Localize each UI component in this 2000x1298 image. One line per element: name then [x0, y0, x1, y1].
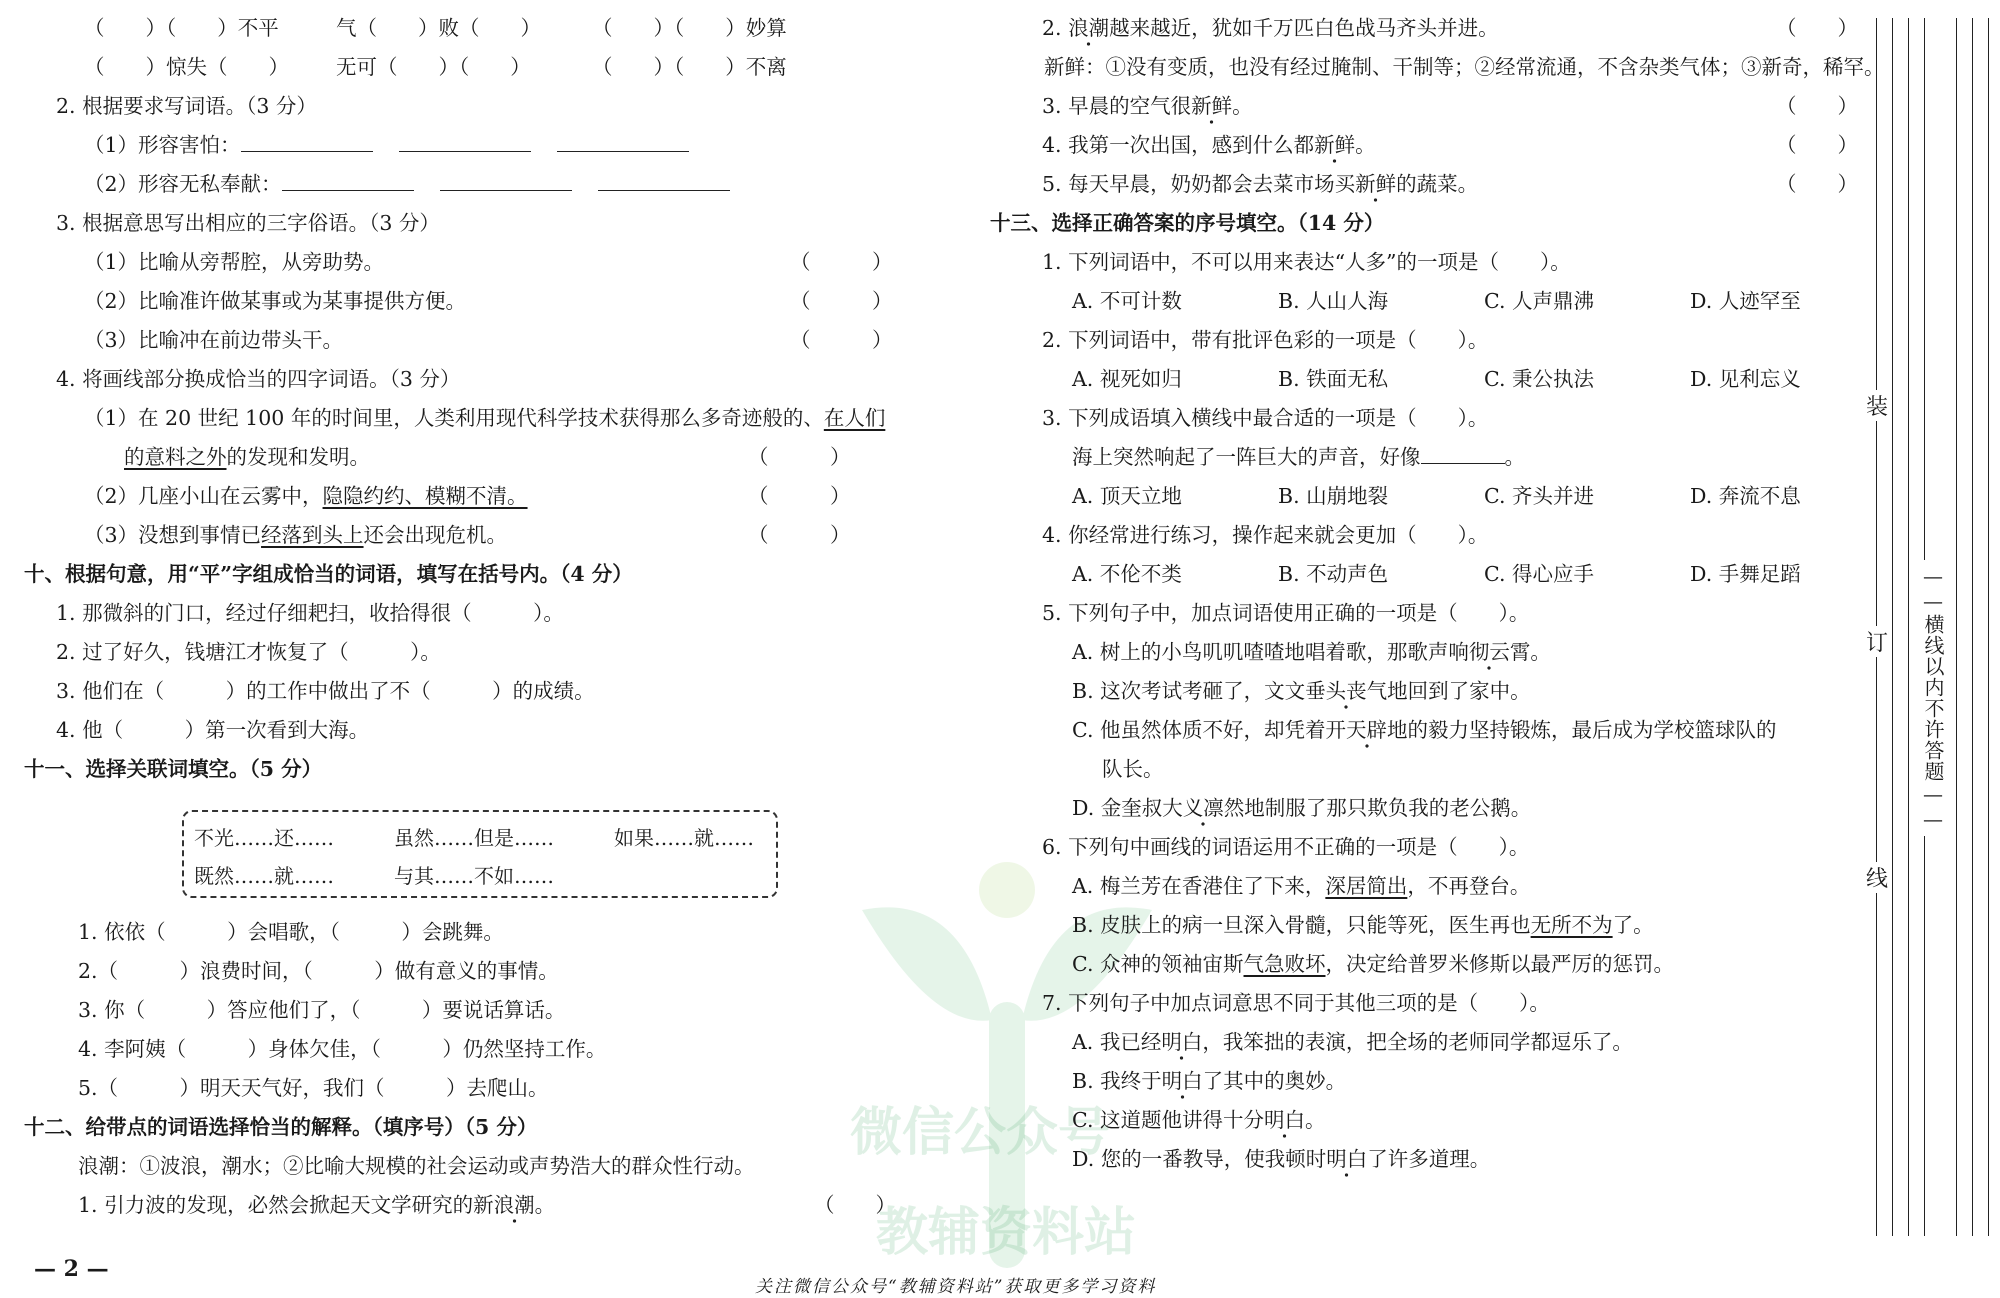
- question-3-item-3: （3）比喻冲在前边带头干。: [84, 328, 344, 352]
- option[interactable]: [1072, 794, 1531, 822]
- binding-line: [1956, 18, 1957, 1236]
- dotted-word: 新鲜: [1191, 94, 1232, 126]
- fill-row-1a: （ ）（ ）不平: [84, 16, 279, 40]
- option[interactable]: [1072, 872, 1530, 900]
- choice-question-6: 6. 下列句中画线的词语运用不正确的一项是（ ）。: [1042, 835, 1530, 859]
- question-4-item-1-line-2: [124, 443, 370, 471]
- section-11-item-5: 5.（ ）明天天气好，我们（ ）去爬山。: [78, 1076, 549, 1100]
- dotted-word: 浪潮: [1068, 16, 1109, 48]
- option[interactable]: B. 山崩地裂: [1278, 484, 1389, 508]
- dotted-word: 新鲜: [1355, 172, 1396, 204]
- option[interactable]: C. 秉公执法: [1484, 367, 1594, 391]
- fill-row-1b: 气（ ）败（ ）: [336, 16, 541, 40]
- option[interactable]: A. 不可计数: [1072, 289, 1182, 313]
- connective-option: 与其……不如……: [394, 864, 554, 888]
- dotted-word: 明白: [1326, 1147, 1367, 1179]
- text: B. 皮肤上的病一旦深入骨髓，只能等死，医生再也: [1072, 913, 1531, 937]
- connective-option: 不光……还……: [194, 826, 334, 850]
- option[interactable]: [1072, 1145, 1490, 1173]
- section-12-definition-2: 新鲜：①没有变质，也没有经过腌制、干制等；②经常流通，不含杂类气体；③新奇，稀罕。: [1044, 55, 1885, 79]
- section-13-title: 十三、选择正确答案的序号填空。（14 分）: [990, 211, 1385, 235]
- text: D. 金奎叔: [1072, 796, 1163, 820]
- option[interactable]: [1072, 1028, 1633, 1056]
- text: 。: [534, 1193, 556, 1217]
- text: 地回到了家中。: [1387, 679, 1531, 703]
- text: 地制服了那只欺负我的老公鹅。: [1244, 796, 1532, 820]
- underlined-phrase: 无所不为: [1530, 913, 1613, 937]
- text: C. 这道题他讲得十分: [1072, 1108, 1264, 1132]
- text: （2）几座小山在云雾中，: [84, 484, 323, 508]
- option[interactable]: C. 人声鼎沸: [1484, 289, 1594, 313]
- binding-line: [1988, 18, 1989, 1236]
- text: C. 他虽然体质不好，却凭着: [1072, 718, 1326, 742]
- option[interactable]: B. 不动声色: [1278, 562, 1389, 586]
- text: （3）没想到事情已: [84, 523, 262, 547]
- answer-blank[interactable]: [598, 170, 730, 191]
- option[interactable]: C. 齐头并进: [1484, 484, 1594, 508]
- option[interactable]: D. 手舞足蹈: [1690, 562, 1801, 586]
- choice-question-3: 3. 下列成语填入横线中最合适的一项是（ ）。: [1042, 406, 1489, 430]
- underlined-phrase: 隐隐约约、模糊不清。: [322, 484, 528, 508]
- option[interactable]: [1072, 950, 1674, 978]
- underlined-phrase: 的意料之外: [124, 445, 227, 469]
- answer-paren[interactable]: （ ）: [748, 445, 851, 469]
- answer-paren[interactable]: （ ）: [1776, 16, 1858, 40]
- text: 了其中的奥妙。: [1202, 1069, 1347, 1093]
- text: 的毅力坚持锻炼，最后成为学校篮球队的: [1407, 718, 1777, 742]
- question-2-title: 2. 根据要求写词语。（3 分）: [56, 94, 317, 118]
- option[interactable]: B. 铁面无私: [1278, 367, 1389, 391]
- question-3-title: 3. 根据意思写出相应的三字俗语。（3 分）: [56, 211, 440, 235]
- answer-blank[interactable]: [399, 131, 531, 152]
- text: ，不再登台。: [1407, 874, 1531, 898]
- binding-line: [1908, 18, 1909, 1236]
- section-11-item-2: 2.（ ）浪费时间，（ ）做有意义的事情。: [78, 959, 559, 983]
- text: 越来越近，犹如千万匹白色战马齐头并进。: [1109, 16, 1499, 40]
- option[interactable]: [1072, 677, 1531, 705]
- section-12-item-1: [78, 1191, 555, 1219]
- text: B. 我终于: [1072, 1069, 1162, 1093]
- fill-row-2b: 无可（ ）（ ）: [336, 55, 531, 79]
- answer-paren[interactable]: （ ）: [1776, 94, 1858, 118]
- question-2-item-2: [84, 170, 730, 198]
- connective-option: 既然……就……: [194, 864, 334, 888]
- dotted-word: 浪潮: [494, 1193, 535, 1225]
- question-4-title: 4. 将画线部分换成恰当的四字词语。（3 分）: [56, 367, 461, 391]
- text: B. 这次考试考砸了，文文: [1072, 679, 1306, 703]
- text: A. 树上的小鸟叽叽喳喳地唱着歌，那歌声: [1072, 640, 1449, 664]
- watermark-text-2: 教辅资料站: [876, 1203, 1137, 1263]
- text: 。: [1232, 94, 1253, 118]
- answer-blank[interactable]: [1421, 443, 1505, 464]
- question-4-item-1-line-1: [84, 404, 885, 432]
- fill-row-2c: （ ）（ ）不离: [592, 55, 787, 79]
- text: 5. 每天早晨，奶奶都会去菜市场买: [1042, 172, 1356, 196]
- option[interactable]: [1072, 911, 1654, 939]
- choice-question-2: 2. 下列词语中，带有批评色彩的一项是（ ）。: [1042, 328, 1489, 352]
- answer-paren[interactable]: （ ）: [790, 250, 893, 274]
- dotted-word: 开天辟地: [1326, 718, 1408, 750]
- answer-paren[interactable]: （ ）: [790, 289, 893, 313]
- question-3-item-2: （2）比喻准许做某事或为某事提供方便。: [84, 289, 467, 313]
- text: 2.: [1042, 16, 1069, 40]
- binding-label-zhuang: 装: [1866, 390, 1888, 421]
- choice-question-4: 4. 你经常进行练习，操作起来就会更加（ ）。: [1042, 523, 1489, 547]
- answer-paren[interactable]: （ ）: [748, 484, 851, 508]
- option[interactable]: [1072, 1067, 1346, 1095]
- text: 了许多道理。: [1367, 1147, 1491, 1171]
- text: D. 您的一番教导，使我顿时: [1072, 1147, 1327, 1171]
- text: 海上突然响起了一阵巨大的声音，好像: [1072, 445, 1421, 469]
- choice-question-3-sentence: [1072, 443, 1525, 471]
- connective-option: 如果……就……: [614, 826, 754, 850]
- question-2-item-1: [84, 131, 689, 159]
- option[interactable]: A. 不伦不类: [1072, 562, 1182, 586]
- option-continuation: 队长。: [1102, 757, 1164, 781]
- answer-paren[interactable]: （ ）: [814, 1193, 896, 1217]
- text: 1. 引力波的发现，必然会掀起天文学研究的新: [78, 1193, 494, 1217]
- dotted-word: 新鲜: [1314, 133, 1355, 165]
- dotted-word: 大义凛然: [1162, 796, 1244, 828]
- section-12-title: 十二、给带点的词语选择恰当的解释。（填序号）（5 分）: [24, 1115, 538, 1139]
- option[interactable]: D. 人迹罕至: [1690, 289, 1801, 313]
- answer-paren[interactable]: （ ）: [748, 523, 851, 547]
- answer-blank[interactable]: [557, 131, 689, 152]
- dotted-word: 明白: [1161, 1030, 1202, 1062]
- text: 。: [1504, 445, 1525, 469]
- underlined-phrase: 经落到头上: [261, 523, 364, 547]
- text: 的蔬菜。: [1396, 172, 1479, 196]
- section-12-item-3: [1042, 92, 1253, 120]
- option[interactable]: [1072, 716, 1777, 744]
- section-10-item-3: 3. 他们在（ ）的工作中做出了不（ ）的成绩。: [56, 679, 595, 703]
- answer-paren[interactable]: （ ）: [1776, 133, 1858, 157]
- text: 了。: [1612, 913, 1654, 937]
- watermark-text-1: 微信公众号: [850, 1103, 1111, 1163]
- page-number: — 2 —: [34, 1256, 109, 1282]
- text: 3. 早晨的空气很: [1042, 94, 1192, 118]
- answer-paren[interactable]: （ ）: [1776, 172, 1858, 196]
- text: ，我笨拙的表演，把全场的老师同学都逗乐了。: [1202, 1030, 1633, 1054]
- text: 。: [1530, 640, 1551, 664]
- section-11-item-3: 3. 你（ ）答应他们了，（ ）要说话算话。: [78, 998, 566, 1022]
- question-3-item-1: （1）比喻从旁帮腔，从旁助势。: [84, 250, 385, 274]
- underlined-phrase: 深居简出: [1325, 874, 1408, 898]
- answer-blank[interactable]: [440, 170, 572, 191]
- binding-label-ding: 订: [1866, 626, 1888, 657]
- section-11-title: 十一、选择关联词填空。（5 分）: [24, 757, 323, 781]
- text: 还会出现危机。: [363, 523, 508, 547]
- option[interactable]: D. 见利忘义: [1690, 367, 1801, 391]
- fill-row-1c: （ ）（ ）妙算: [592, 16, 787, 40]
- connective-option: 虽然……但是……: [394, 826, 554, 850]
- section-12-item-4: [1042, 131, 1376, 159]
- binding-line: [1892, 18, 1893, 1236]
- binding-label-xian: 线: [1866, 862, 1888, 893]
- answer-paren[interactable]: （ ）: [790, 328, 893, 352]
- fill-row-2a: （ ）惊失（ ）: [84, 55, 289, 79]
- option[interactable]: B. 人山人海: [1278, 289, 1389, 313]
- question-4-item-2: [84, 482, 528, 510]
- no-answer-notice: ——横线以内不许答题——: [1918, 560, 1948, 836]
- section-10-item-1: 1. 那微斜的门口，经过仔细耙扫，收拾得很（ ）。: [56, 601, 564, 625]
- dotted-word: 明白: [1264, 1108, 1305, 1140]
- option[interactable]: D. 奔流不息: [1690, 484, 1801, 508]
- section-11-item-4: 4. 李阿姨（ ）身体欠佳，（ ）仍然坚持工作。: [78, 1037, 607, 1061]
- text: （1）在 20 世纪 100 年的时间里，人类利用现代科学技术获得那么多奇迹般的、: [84, 406, 824, 430]
- option[interactable]: [1072, 638, 1551, 666]
- dotted-word: 明白: [1162, 1069, 1203, 1101]
- underlined-phrase: 在人们: [823, 406, 886, 430]
- text: 4. 我第一次出国，感到什么都: [1042, 133, 1315, 157]
- text: A. 我已经: [1072, 1030, 1162, 1054]
- section-10-item-2: 2. 过了好久，钱塘江才恢复了（ ）。: [56, 640, 441, 664]
- binding-line: [1972, 18, 1973, 1236]
- underlined-phrase: 气急败坏: [1243, 952, 1326, 976]
- section-10-title: 十、根据句意，用“平”字组成恰当的词语，填写在括号内。（4 分）: [24, 562, 633, 586]
- text: ，决定给普罗米修斯以最严厉的惩罚。: [1325, 952, 1674, 976]
- choice-question-7: 7. 下列句子中加点词意思不同于其他三项的是（ ）。: [1042, 991, 1550, 1015]
- dotted-word: 垂头丧气: [1305, 679, 1387, 711]
- choice-question-5: 5. 下列句子中，加点词语使用正确的一项是（ ）。: [1042, 601, 1530, 625]
- answer-blank[interactable]: [282, 170, 414, 191]
- question-4-item-3: [84, 521, 507, 549]
- answer-blank[interactable]: [241, 131, 373, 152]
- text: C. 众神的领袖宙斯: [1072, 952, 1244, 976]
- option[interactable]: [1072, 1106, 1326, 1134]
- connective-word-box: [182, 810, 778, 898]
- text: 。: [1305, 1108, 1326, 1132]
- footer-note: 关注微信公众号“教辅资料站”获取更多学习资料: [755, 1277, 1157, 1297]
- option[interactable]: C. 得心应手: [1484, 562, 1594, 586]
- question-2-item-2-label: （2）形容无私奉献：: [84, 172, 282, 196]
- text: 。: [1355, 133, 1376, 157]
- text: 的发现和发明。: [226, 445, 370, 469]
- section-10-item-4: 4. 他（ ）第一次看到大海。: [56, 718, 370, 742]
- option[interactable]: A. 视死如归: [1072, 367, 1182, 391]
- option[interactable]: A. 顶天立地: [1072, 484, 1182, 508]
- section-12-definition-1: 浪潮：①波浪，潮水；②比喻大规模的社会运动或声势浩大的群众性行动。: [78, 1154, 755, 1178]
- dotted-word: 响彻云霄: [1448, 640, 1530, 672]
- question-2-item-1-label: （1）形容害怕：: [84, 133, 241, 157]
- section-12-item-2: [1042, 14, 1499, 42]
- choice-question-1: 1. 下列词语中，不可以用来表达“人多”的一项是（ ）。: [1042, 250, 1571, 274]
- section-11-item-1: 1. 依依（ ）会唱歌，（ ）会跳舞。: [78, 920, 504, 944]
- text: A. 梅兰芳在香港住了下来，: [1072, 874, 1326, 898]
- section-12-item-5: [1042, 170, 1478, 198]
